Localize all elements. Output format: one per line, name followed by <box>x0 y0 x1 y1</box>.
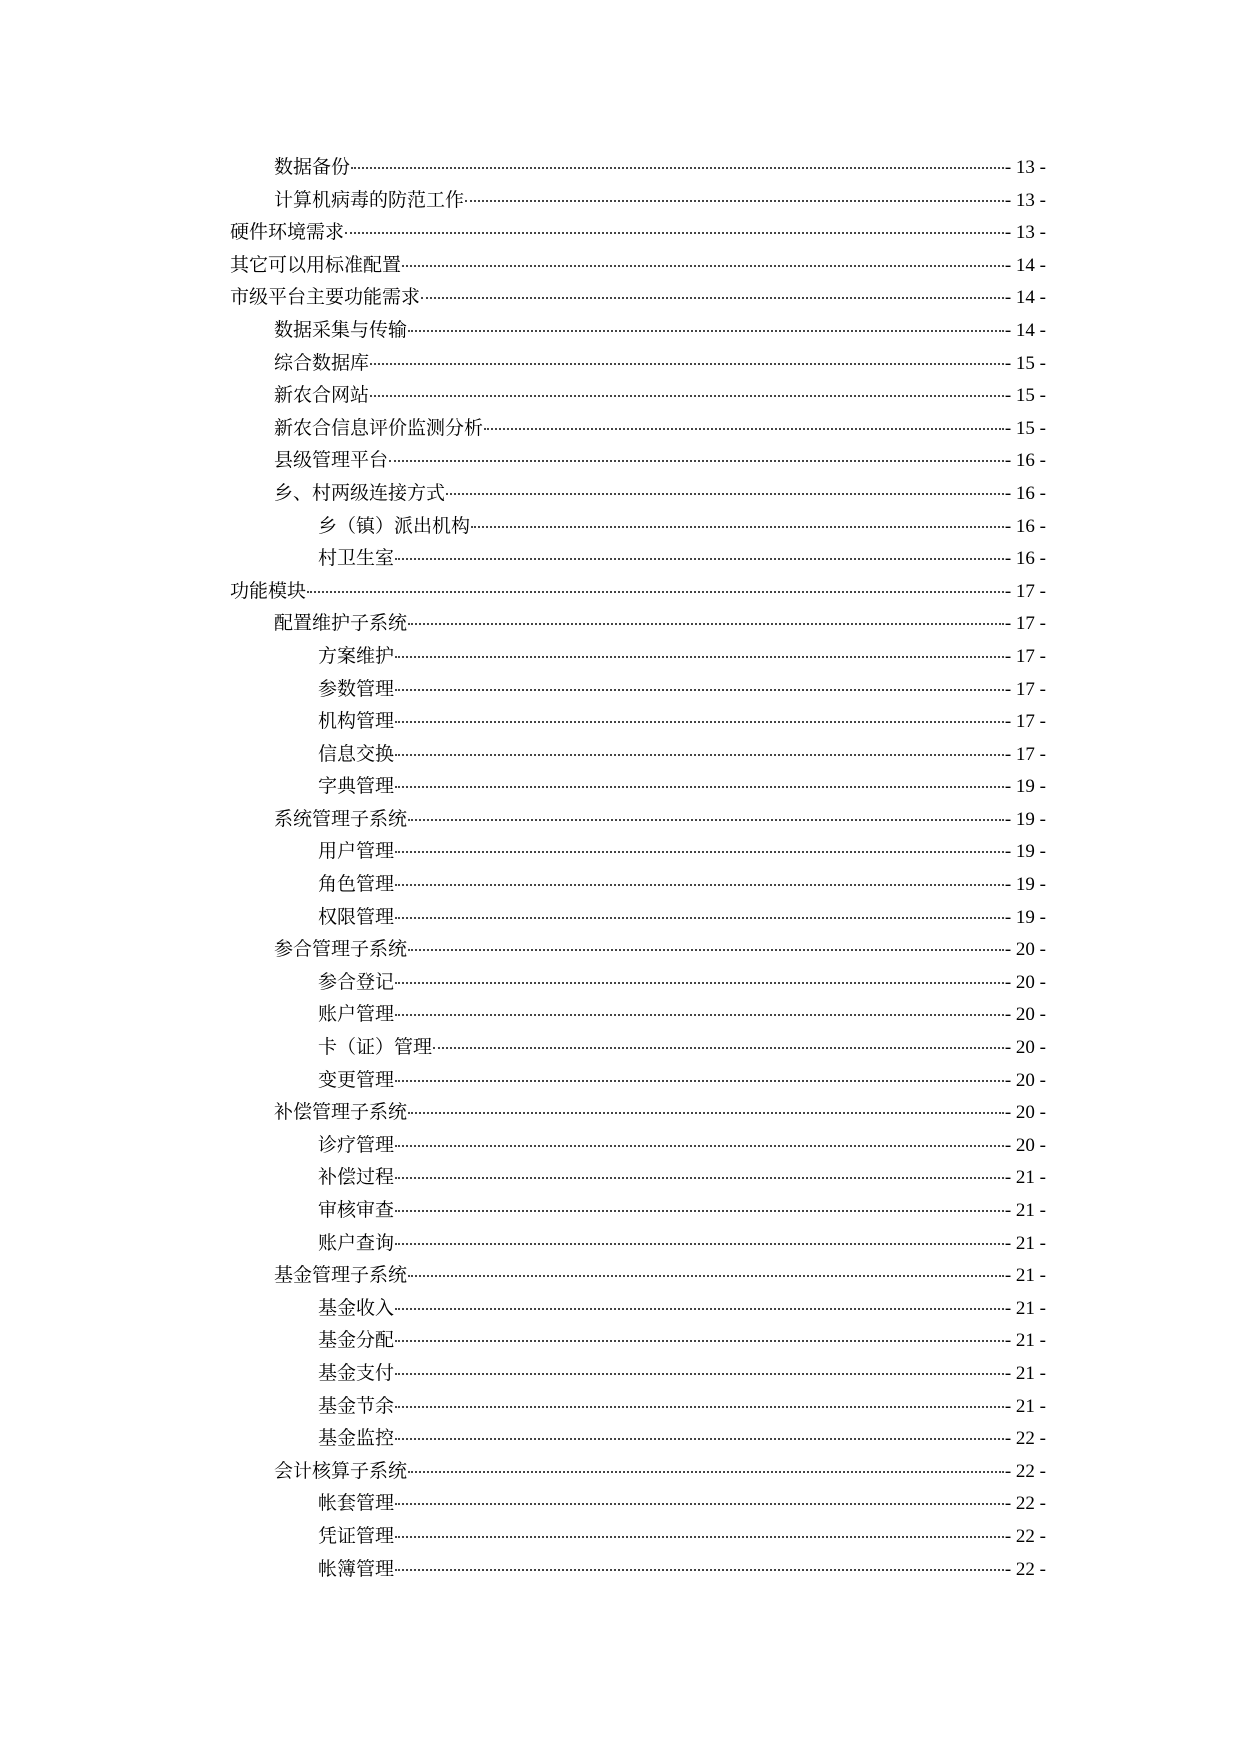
toc-entry-title: 计算机病毒的防范工作 <box>274 188 465 211</box>
toc-entry-title: 会计核算子系统 <box>274 1459 408 1482</box>
toc-entry-title: 县级管理平台 <box>274 449 389 472</box>
toc-entry-page-number: - 21 - <box>1004 1297 1046 1319</box>
toc-entry-title: 用户管理 <box>318 840 395 863</box>
toc-entry-page-number: - 16 - <box>1004 515 1046 537</box>
toc-entry-title: 字典管理 <box>318 775 395 798</box>
toc-entry-title: 基金收入 <box>318 1296 395 1319</box>
toc-entry-title: 综合数据库 <box>274 351 370 374</box>
toc-entry[interactable] <box>230 966 1046 999</box>
toc-entry-title: 新农合网站 <box>274 384 370 407</box>
toc-dot-leader <box>446 492 1004 495</box>
toc-entry-page-number: - 22 - <box>1004 1460 1046 1482</box>
toc-entry-page-number: - 17 - <box>1004 580 1046 602</box>
toc-dot-leader <box>395 883 1004 886</box>
toc-dot-leader <box>345 231 1004 234</box>
toc-entry[interactable] <box>230 542 1046 575</box>
toc-dot-leader <box>395 557 1004 560</box>
toc-entry[interactable] <box>230 933 1046 966</box>
toc-entry-page-number: - 22 - <box>1004 1428 1046 1450</box>
toc-entry-title: 配置维护子系统 <box>274 612 408 635</box>
toc-entry-page-number: - 13 - <box>1004 189 1046 211</box>
toc-entry[interactable] <box>230 1422 1046 1455</box>
toc-dot-leader <box>395 850 1004 853</box>
toc-dot-leader <box>395 688 1004 691</box>
toc-entry-page-number: - 21 - <box>1004 1362 1046 1384</box>
toc-entry[interactable] <box>230 1227 1046 1260</box>
toc-entry[interactable] <box>230 607 1046 640</box>
toc-entry[interactable] <box>230 1129 1046 1162</box>
toc-dot-leader <box>395 981 1004 984</box>
toc-entry[interactable] <box>230 379 1046 412</box>
toc-entry[interactable] <box>230 510 1046 543</box>
toc-entry-title: 数据采集与传输 <box>274 318 408 341</box>
toc-entry-title: 机构管理 <box>318 710 395 733</box>
toc-dot-leader <box>395 785 1004 788</box>
toc-dot-leader <box>402 264 1004 267</box>
toc-dot-leader <box>351 166 1004 169</box>
toc-entry-page-number: - 20 - <box>1004 939 1046 961</box>
toc-entry-title: 功能模块 <box>230 579 307 602</box>
toc-dot-leader <box>395 655 1004 658</box>
toc-dot-leader <box>471 525 1004 528</box>
toc-entry-page-number: - 16 - <box>1004 482 1046 504</box>
toc-entry-title: 基金管理子系统 <box>274 1264 408 1287</box>
toc-dot-leader <box>395 1568 1004 1571</box>
toc-entry-page-number: - 20 - <box>1004 971 1046 993</box>
toc-entry-page-number: - 14 - <box>1004 319 1046 341</box>
toc-dot-leader <box>484 427 1004 430</box>
toc-entry-page-number: - 21 - <box>1004 1330 1046 1352</box>
toc-entry[interactable] <box>230 1259 1046 1292</box>
toc-entry-title: 凭证管理 <box>318 1524 395 1547</box>
toc-entry-page-number: - 20 - <box>1004 1037 1046 1059</box>
toc-entry-title: 方案维护 <box>318 644 395 667</box>
toc-entry[interactable] <box>230 281 1046 314</box>
toc-entry-page-number: - 21 - <box>1004 1265 1046 1287</box>
toc-entry-page-number: - 19 - <box>1004 841 1046 863</box>
toc-entry-page-number: - 19 - <box>1004 808 1046 830</box>
toc-dot-leader <box>395 1372 1004 1375</box>
toc-dot-leader <box>395 916 1004 919</box>
toc-entry-title: 角色管理 <box>318 873 395 896</box>
toc-entry-title: 信息交换 <box>318 742 395 765</box>
toc-entry-page-number: - 17 - <box>1004 678 1046 700</box>
toc-entry[interactable] <box>230 1031 1046 1064</box>
toc-entry-title: 卡（证）管理 <box>318 1036 433 1059</box>
toc-entry-page-number: - 22 - <box>1004 1525 1046 1547</box>
toc-entry-title: 数据备份 <box>274 156 351 178</box>
toc-dot-leader <box>433 1046 1004 1049</box>
toc-entry-page-number: - 17 - <box>1004 645 1046 667</box>
toc-entry-title: 诊疗管理 <box>318 1133 395 1156</box>
toc-dot-leader <box>395 1405 1004 1408</box>
toc-entry-title: 参合管理子系统 <box>274 938 408 961</box>
toc-entry[interactable] <box>230 1292 1046 1325</box>
toc-entry[interactable] <box>230 1455 1046 1488</box>
toc-entry-title: 帐套管理 <box>318 1492 395 1515</box>
toc-entry-title: 参数管理 <box>318 677 395 700</box>
toc-entry-page-number: - 20 - <box>1004 1004 1046 1026</box>
toc-dot-leader <box>395 720 1004 723</box>
toc-dot-leader <box>370 362 1004 365</box>
toc-entry[interactable] <box>230 314 1046 347</box>
toc-entry-page-number: - 21 - <box>1004 1395 1046 1417</box>
toc-dot-leader <box>370 394 1004 397</box>
toc-dot-leader <box>395 1502 1004 1505</box>
toc-dot-leader <box>395 1176 1004 1179</box>
table-of-contents <box>230 151 1046 1585</box>
toc-entry-page-number: - 21 - <box>1004 1232 1046 1254</box>
toc-entry-page-number: - 20 - <box>1004 1102 1046 1124</box>
toc-entry-title: 基金分配 <box>318 1329 395 1352</box>
toc-entry[interactable] <box>230 1161 1046 1194</box>
toc-entry-title: 市级平台主要功能需求 <box>230 286 421 309</box>
toc-entry-page-number: - 13 - <box>1004 157 1046 178</box>
toc-entry-title: 新农合信息评价监测分析 <box>274 416 484 439</box>
toc-entry[interactable] <box>230 901 1046 934</box>
toc-entry-title: 乡、村两级连接方式 <box>274 481 446 504</box>
toc-entry[interactable] <box>230 1064 1046 1097</box>
toc-dot-leader <box>395 1144 1004 1147</box>
toc-entry-page-number: - 13 - <box>1004 222 1046 244</box>
toc-entry-page-number: - 15 - <box>1004 417 1046 439</box>
toc-dot-leader <box>395 1013 1004 1016</box>
toc-entry-title: 系统管理子系统 <box>274 807 408 830</box>
toc-entry[interactable] <box>230 803 1046 836</box>
toc-entry-title: 权限管理 <box>318 905 395 928</box>
toc-dot-leader <box>408 622 1004 625</box>
toc-dot-leader <box>408 329 1004 332</box>
toc-entry-title: 基金监控 <box>318 1427 395 1450</box>
toc-entry-page-number: - 20 - <box>1004 1134 1046 1156</box>
toc-dot-leader <box>395 1209 1004 1212</box>
toc-dot-leader <box>307 590 1004 593</box>
toc-entry[interactable] <box>230 640 1046 673</box>
toc-entry-page-number: - 22 - <box>1004 1558 1046 1580</box>
toc-entry[interactable] <box>230 1194 1046 1227</box>
toc-entry-title: 账户管理 <box>318 1003 395 1026</box>
toc-dot-leader <box>421 296 1004 299</box>
toc-entry[interactable] <box>230 1390 1046 1423</box>
toc-dot-leader <box>395 1535 1004 1538</box>
toc-entry[interactable] <box>230 868 1046 901</box>
toc-entry[interactable] <box>230 151 1046 184</box>
toc-entry[interactable] <box>230 184 1046 217</box>
toc-entry-page-number: - 15 - <box>1004 385 1046 407</box>
toc-entry[interactable] <box>230 1520 1046 1553</box>
toc-entry-title: 补偿过程 <box>318 1166 395 1189</box>
toc-entry[interactable] <box>230 347 1046 380</box>
toc-entry[interactable] <box>230 673 1046 706</box>
toc-entry[interactable] <box>230 249 1046 282</box>
toc-entry-title: 审核审查 <box>318 1199 395 1221</box>
toc-dot-leader <box>408 1111 1004 1114</box>
toc-dot-leader <box>408 818 1004 821</box>
toc-dot-leader <box>408 1470 1004 1473</box>
toc-dot-leader <box>465 199 1004 202</box>
toc-entry-title: 帐簿管理 <box>318 1557 395 1580</box>
toc-entry[interactable] <box>230 738 1046 771</box>
toc-dot-leader <box>395 1307 1004 1310</box>
toc-entry[interactable] <box>230 1487 1046 1520</box>
toc-dot-leader <box>395 753 1004 756</box>
toc-entry-title: 基金节余 <box>318 1394 395 1417</box>
toc-entry-page-number: - 16 - <box>1004 450 1046 472</box>
toc-entry-title: 基金支付 <box>318 1361 395 1384</box>
toc-entry[interactable] <box>230 575 1046 608</box>
toc-entry-title: 补偿管理子系统 <box>274 1101 408 1124</box>
toc-entry-page-number: - 19 - <box>1004 874 1046 896</box>
toc-entry-title: 参合登记 <box>318 970 395 993</box>
toc-dot-leader <box>408 1274 1004 1277</box>
toc-entry-title: 乡（镇）派出机构 <box>318 514 471 537</box>
toc-entry-page-number: - 14 - <box>1004 254 1046 276</box>
toc-entry[interactable] <box>230 216 1046 249</box>
toc-entry-page-number: - 21 - <box>1004 1200 1046 1221</box>
toc-entry-title: 其它可以用标准配置 <box>230 253 402 276</box>
toc-entry-title: 变更管理 <box>318 1068 395 1091</box>
toc-entry[interactable] <box>230 444 1046 477</box>
toc-entry-title: 账户查询 <box>318 1231 395 1254</box>
toc-entry[interactable] <box>230 1357 1046 1390</box>
toc-dot-leader <box>395 1339 1004 1342</box>
toc-entry[interactable] <box>230 412 1046 445</box>
toc-dot-leader <box>395 1079 1004 1082</box>
toc-entry[interactable] <box>230 1553 1046 1586</box>
toc-entry-title: 硬件环境需求 <box>230 221 345 244</box>
toc-entry[interactable] <box>230 1096 1046 1129</box>
toc-dot-leader <box>389 459 1004 462</box>
toc-entry-page-number: - 20 - <box>1004 1069 1046 1091</box>
toc-entry-title: 村卫生室 <box>318 547 395 570</box>
toc-entry[interactable] <box>230 835 1046 868</box>
toc-entry-page-number: - 17 - <box>1004 711 1046 733</box>
toc-entry-page-number: - 17 - <box>1004 743 1046 765</box>
toc-entry-page-number: - 14 - <box>1004 287 1046 309</box>
toc-entry-page-number: - 17 - <box>1004 613 1046 635</box>
toc-dot-leader <box>408 948 1004 951</box>
toc-entry-page-number: - 19 - <box>1004 776 1046 798</box>
toc-entry[interactable] <box>230 998 1046 1031</box>
toc-entry[interactable] <box>230 705 1046 738</box>
toc-entry-page-number: - 22 - <box>1004 1493 1046 1515</box>
toc-entry-page-number: - 16 - <box>1004 548 1046 570</box>
toc-dot-leader <box>395 1437 1004 1440</box>
toc-entry[interactable] <box>230 770 1046 803</box>
toc-dot-leader <box>395 1242 1004 1245</box>
toc-entry-page-number: - 21 - <box>1004 1167 1046 1189</box>
toc-entry-page-number: - 19 - <box>1004 906 1046 928</box>
toc-entry[interactable] <box>230 1324 1046 1357</box>
toc-entry-page-number: - 15 - <box>1004 352 1046 374</box>
toc-entry[interactable] <box>230 477 1046 510</box>
